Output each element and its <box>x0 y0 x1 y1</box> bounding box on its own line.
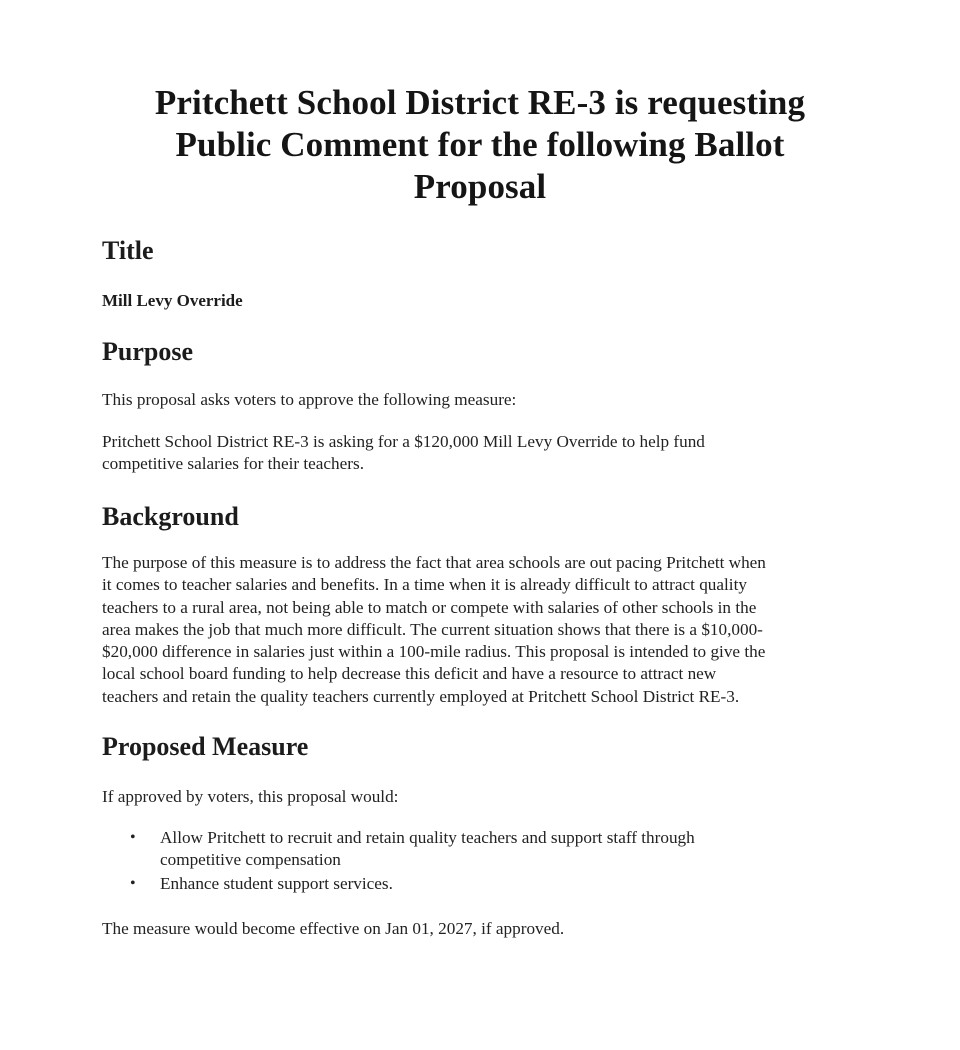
text-line: Allow Pritchett to recruit and retain quality teachers and support staff through <box>160 828 695 847</box>
bullet-icon: • <box>130 874 136 892</box>
purpose-body-text <box>102 431 862 476</box>
title-section-heading: Title <box>102 236 154 265</box>
text-line: teachers to a rural area, not being able to match or compete with salaries of other schools in the <box>102 597 757 617</box>
list-item <box>102 873 802 895</box>
purpose-section-heading: Purpose <box>102 337 193 366</box>
proposal-title-value: Mill Levy Override <box>102 291 243 310</box>
purpose-intro-text: This proposal asks voters to approve the following measure: <box>102 390 517 409</box>
proposed-measure-intro-text: If approved by voters, this proposal would: <box>102 787 399 806</box>
bullet-icon: • <box>130 829 136 846</box>
text-line: teachers and retain the quality teachers currently employed at Pritchett School District RE-3. <box>102 686 740 706</box>
background-section-heading: Background <box>102 502 239 531</box>
text-line: competitive compensation <box>160 850 341 870</box>
text-line: area makes the job that much more difficult. The current situation shows that there is a $10,000- <box>102 619 763 639</box>
effective-date-note: The measure would become effective on Jan 01, 2027, if approved. <box>102 919 565 938</box>
text-line: competitive salaries for their teachers. <box>102 454 364 474</box>
proposed-measure-section-heading: Proposed Measure <box>102 732 309 761</box>
list-item <box>102 827 802 872</box>
text-line: Pritchett School District RE-3 is asking for a $120,000 Mill Levy Override to help fund <box>102 432 705 451</box>
background-body-text <box>102 552 862 708</box>
text-line: local school board funding to help decrease this deficit and have a resource to attract new <box>102 664 717 684</box>
page-title <box>60 82 900 208</box>
page-title-line: Pritchett School District RE-3 is requesting <box>154 83 806 122</box>
text-line: Enhance student support services. <box>160 873 393 893</box>
text-line: $20,000 difference in salaries just within a 100-mile radius. This proposal is intended to give the <box>102 642 766 662</box>
text-line: The purpose of this measure is to address the fact that area schools are out pacing Pritchett when <box>102 553 766 572</box>
proposed-measure-bullet-list <box>102 827 802 896</box>
page-title-line: Proposal <box>413 167 547 206</box>
text-line: it comes to teacher salaries and benefits. In a time when it is already difficult to attract quality <box>102 575 747 595</box>
page-title-line: Public Comment for the following Ballot <box>175 125 785 164</box>
